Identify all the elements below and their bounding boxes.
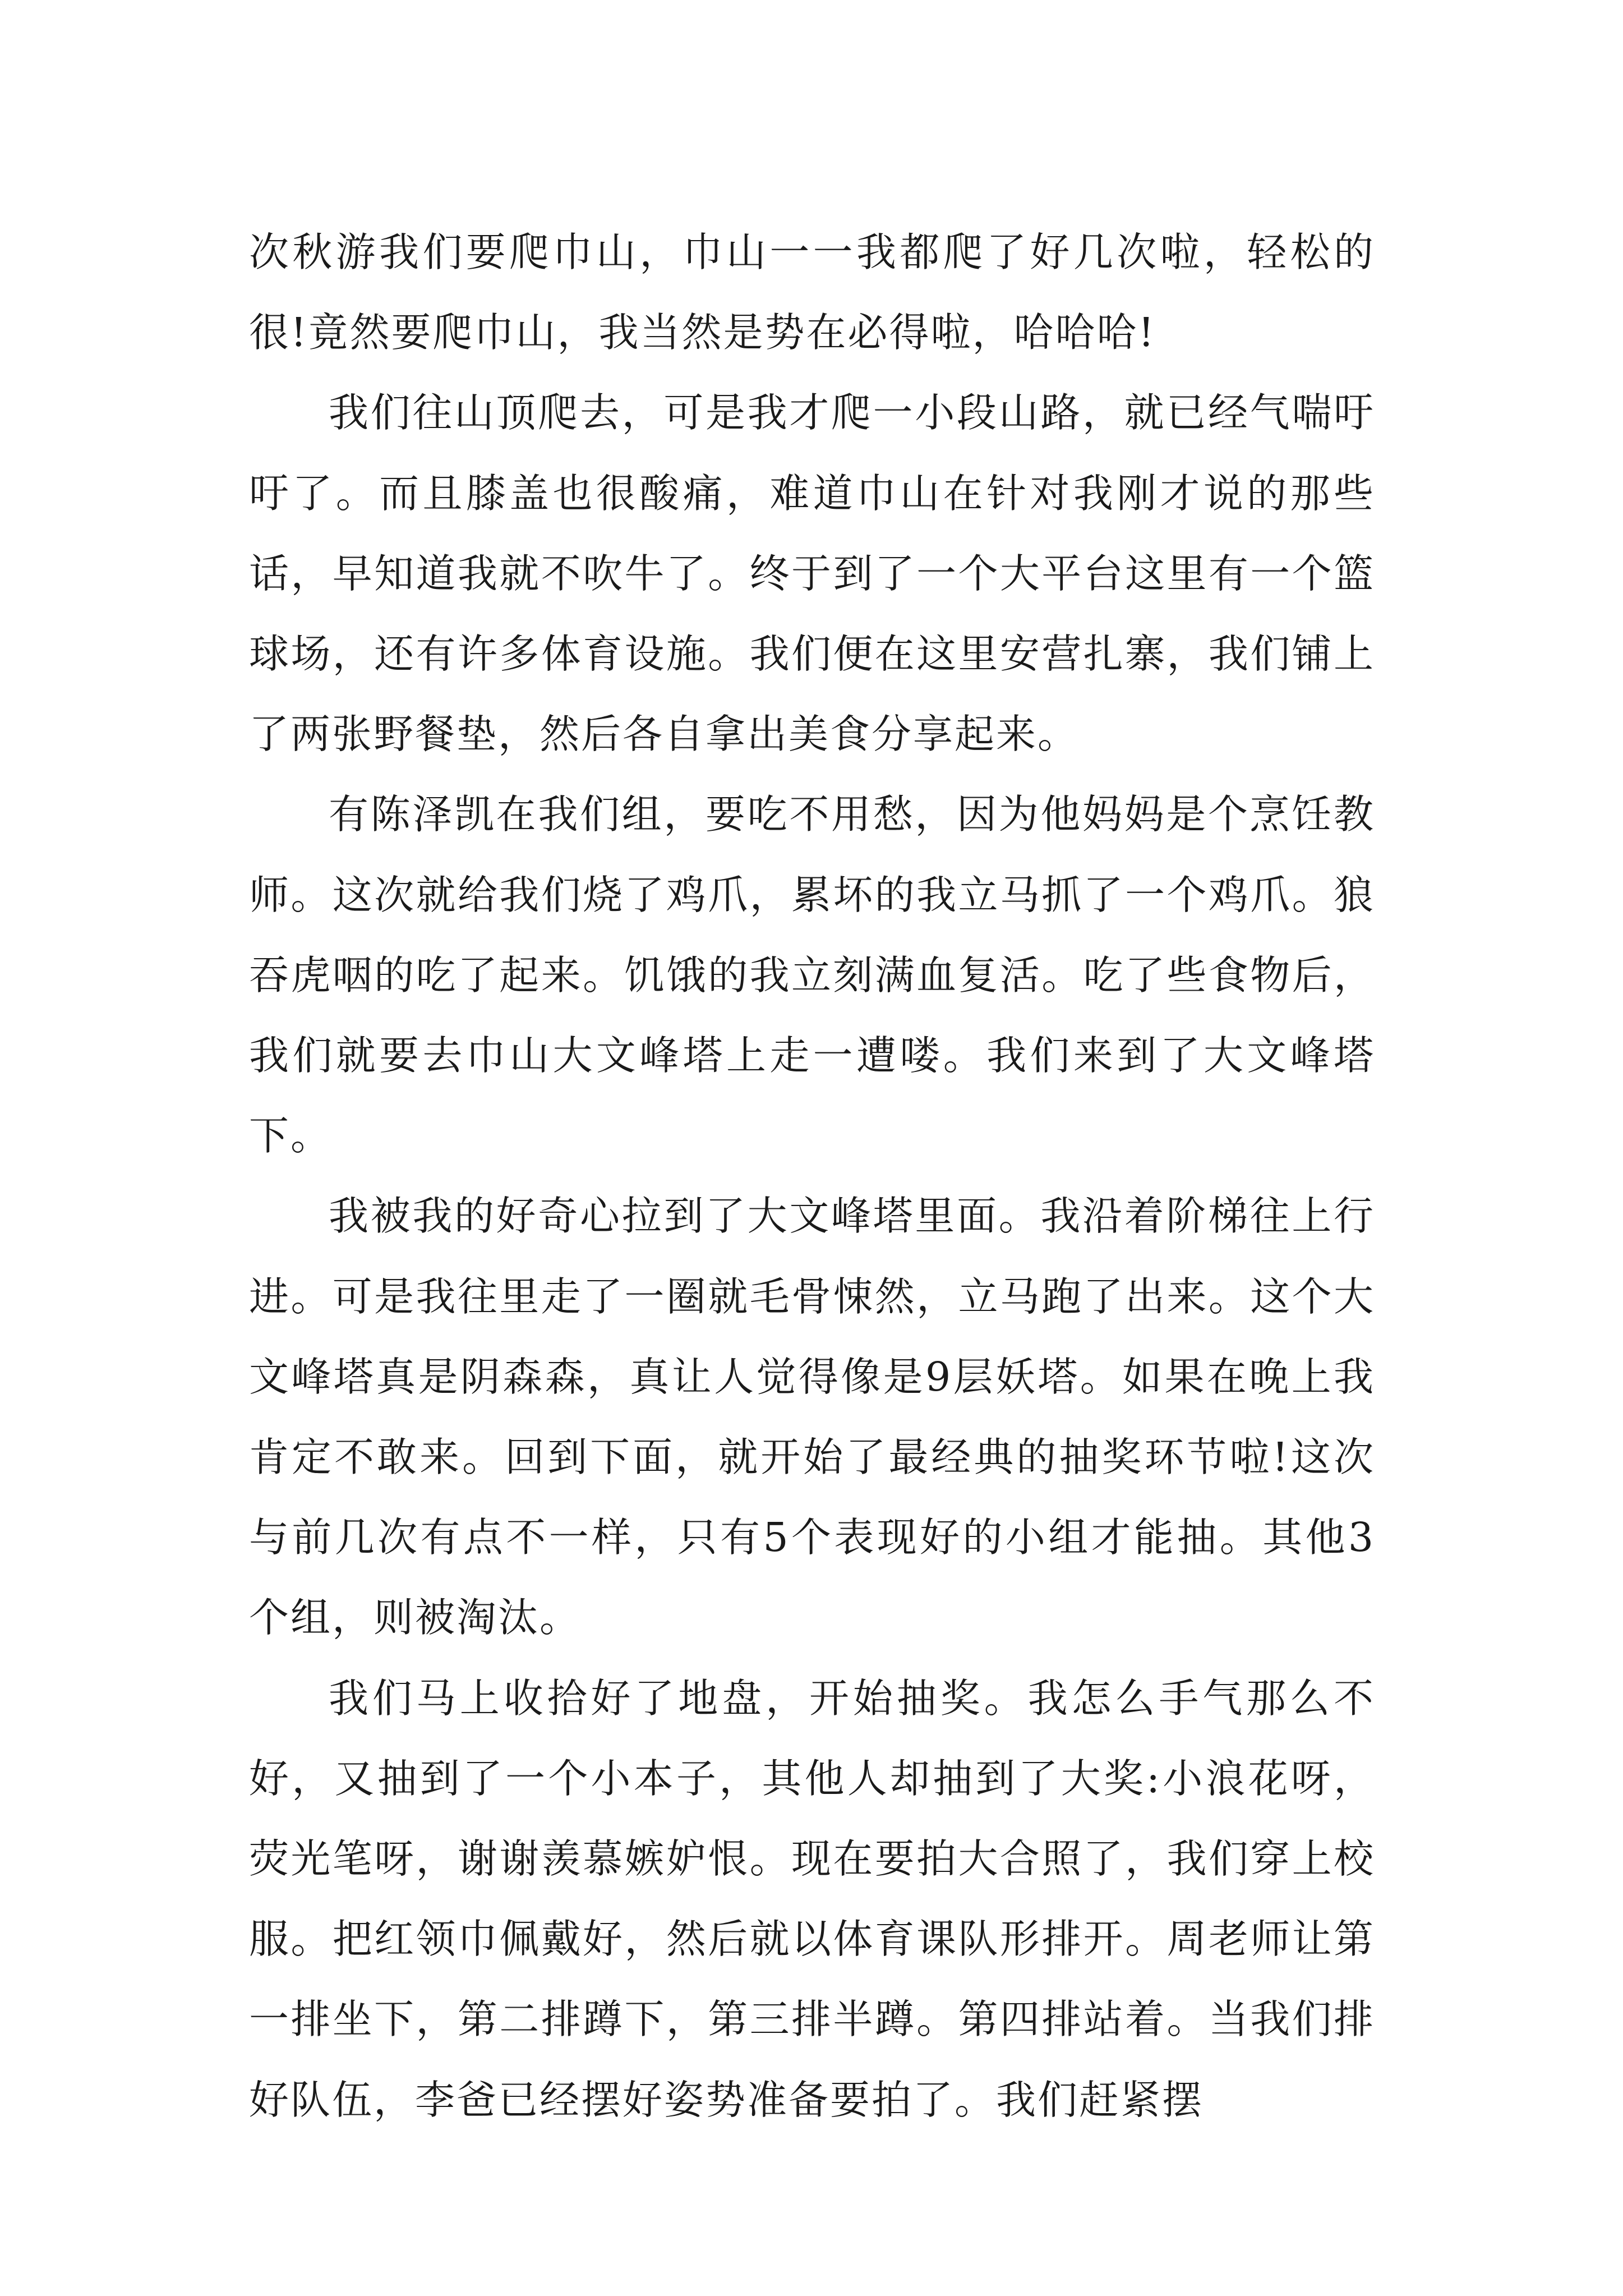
paragraph-2: 我们往山顶爬去，可是我才爬一小段山路，就已经气喘吁吁了。而且膝盖也很酸痛，难道巾山在针对我刚才说的那些话，早知道我就不吹牛了。终于到了一个大平台这里有一个篮球场，还有许多体育设施。我们便在这里安营扎寨，我们铺上了两张野餐垫，然后各自拿出美食分享起来。 (249, 389, 1375, 758)
paragraph-1: 次秋游我们要爬巾山，巾山一一我都爬了好几次啦，轻松的很!竟然要爬巾山，我当然是势在必得啦，哈哈哈! (249, 229, 1375, 356)
body-text (249, 212, 1375, 2140)
paragraph-4: 我被我的好奇心拉到了大文峰塔里面。我沿着阶梯往上行进。可是我往里走了一圈就毛骨悚然，立马跑了出来。这个大文峰塔真是阴森森，真让人觉得像是9层妖塔。如果在晚上我肯定不敢来。回到下面，就开始了最经典的抽奖环节啦!这次与前几次有点不一样，只有5个表现好的小组才能抽。其他3个组，则被淘汰。 (249, 1193, 1375, 1641)
paragraph-3: 有陈泽凯在我们组，要吃不用愁，因为他妈妈是个烹饪教师。这次就给我们烧了鸡爪，累坏的我立马抓了一个鸡爪。狼吞虎咽的吃了起来。饥饿的我立刻满血复活。吃了些食物后，我们就要去巾山大文峰塔上走一遭喽。我们来到了大文峰塔下。 (249, 791, 1375, 1159)
paragraph-5: 我们马上收拾好了地盘，开始抽奖。我怎么手气那么不好，又抽到了一个小本子，其他人却抽到了大奖:小浪花呀，荧光笔呀，谢谢羡慕嫉妒恨。现在要拍大合照了，我们穿上校服。把红领巾佩戴好，然后就以体育课队形排开。周老师让第一排坐下，第二排蹲下，第三排半蹲。第四排站着。当我们排好队伍，李爸已经摆好姿势准备要拍了。我们赶紧摆 (249, 1674, 1375, 2123)
